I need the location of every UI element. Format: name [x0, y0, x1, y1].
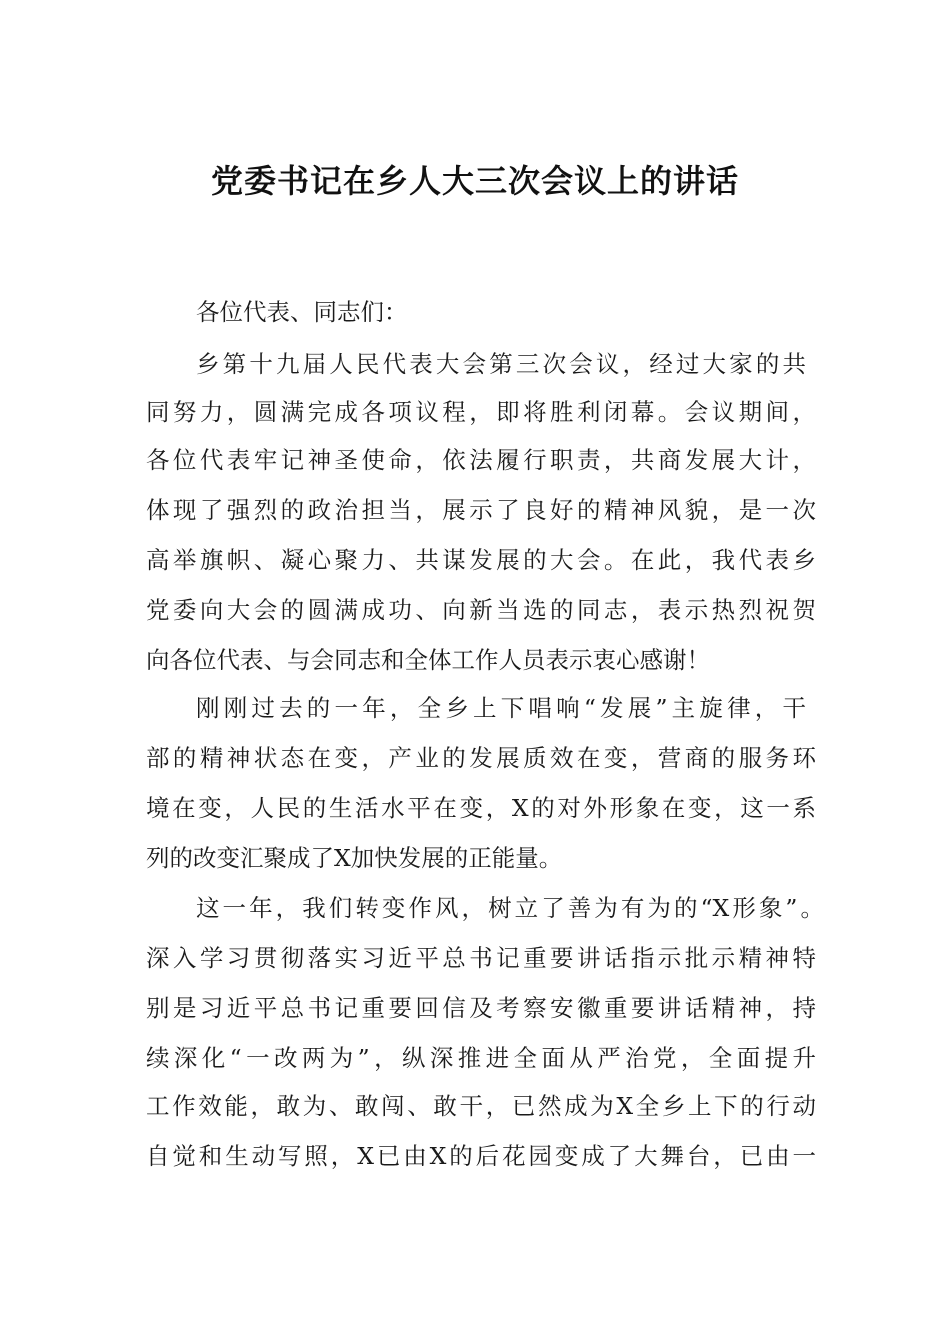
paragraph-line: 别是习近平总书记重要回信及考察安徽重要讲话精神，持 [146, 994, 816, 1022]
paragraph-line: 境在变，人民的生活水平在变，X的对外形象在变，这一系 [146, 794, 816, 822]
paragraph-line: 党委向大会的圆满成功、向新当选的同志，表示热烈祝贺 [146, 596, 816, 624]
document-title: 党委书记在乡人大三次会议上的讲话 [210, 162, 739, 200]
paragraph-line: 高举旗帜、凝心聚力、共谋发展的大会。在此，我代表乡 [146, 546, 816, 574]
salutation-line: 各位代表、同志们： [196, 298, 408, 326]
paragraph-line: 列的改变汇聚成了X加快发展的正能量。 [146, 844, 563, 872]
paragraph-line: 体现了强烈的政治担当，展示了良好的精神风貌，是一次 [146, 496, 816, 524]
paragraph-line: 部的精神状态在变，产业的发展质效在变，营商的服务环 [146, 744, 816, 772]
paragraph-line: 乡第十九届人民代表大会第三次会议，经过大家的共 [196, 350, 806, 378]
paragraph-line: 同努力，圆满完成各项议程，即将胜利闭幕。会议期间， [146, 398, 816, 426]
paragraph-line: 各位代表牢记神圣使命，依法履行职责，共商发展大计， [146, 446, 816, 474]
paragraph-line: 续深化“一改两为”，纵深推进全面从严治党，全面提升 [146, 1044, 816, 1072]
paragraph-line: 这一年，我们转变作风，树立了善为有为的“X形象”。 [196, 894, 824, 922]
paragraph-line: 自觉和生动写照，X已由X的后花园变成了大舞台，已由一 [146, 1142, 816, 1170]
paragraph-line: 刚刚过去的一年，全乡上下唱响“发展”主旋律，干 [196, 694, 806, 722]
paragraph-line: 向各位代表、与会同志和全体工作人员表示衷心感谢！ [146, 646, 710, 674]
paragraph-line: 深入学习贯彻落实习近平总书记重要讲话指示批示精神特 [146, 944, 816, 972]
paragraph-line: 工作效能，敢为、敢闯、敢干，已然成为X全乡上下的行动 [146, 1092, 816, 1120]
